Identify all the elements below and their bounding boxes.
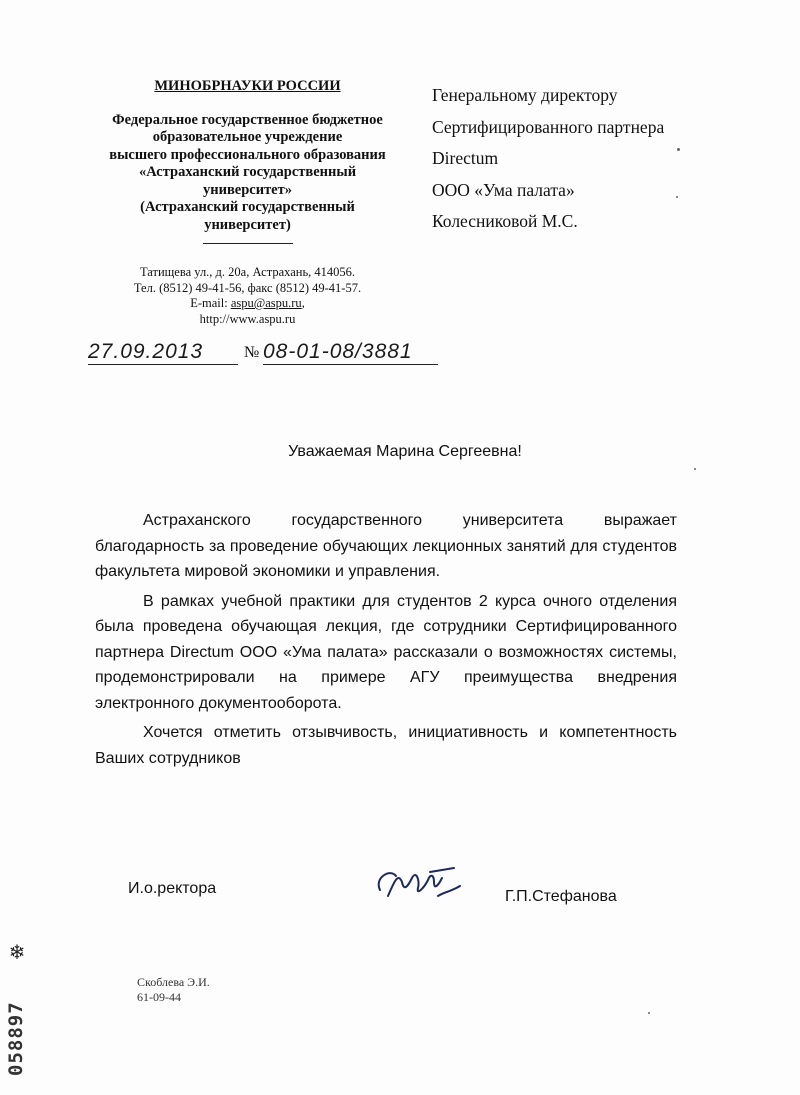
- address-email-line: [75, 296, 420, 312]
- reference-number: 08-01-08/3881: [263, 340, 438, 365]
- institution-line: образовательное учреждение: [152, 129, 343, 145]
- number-sign: №: [244, 344, 260, 361]
- signatory-title: И.о.ректора: [128, 880, 217, 897]
- body-paragraph: Хочется отметить отзывчивость, инициативность и компетентность Ваших сотрудников: [95, 724, 677, 767]
- side-stamp: [5, 940, 32, 1076]
- email-label: E-mail:: [190, 296, 231, 310]
- scan-speck: [677, 148, 680, 151]
- letter-body: [95, 508, 677, 771]
- executor-phone: 61-09-44: [137, 990, 181, 1004]
- email-link[interactable]: aspu@aspu.ru: [230, 296, 302, 310]
- institution-line: Федеральное государственное бюджетное: [112, 111, 383, 128]
- email-suffix: ,: [301, 296, 305, 310]
- executor-name: Скоблева Э.И.: [137, 975, 210, 989]
- institution-line: университет): [204, 216, 291, 233]
- scan-speck: [648, 1012, 650, 1014]
- addressee-block: [432, 80, 692, 238]
- address-street: Татищева ул., д. 20а, Астрахань, 414056.: [139, 265, 356, 279]
- scan-speck: [676, 196, 678, 198]
- salutation: [0, 443, 800, 461]
- body-paragraph: В рамках учебной практики для студентов 2 курса очного отделения была проведена обучающая лекция, где сотрудники Сертифицированного партнера Directum ООО «Ума палата» рассказали о возможностях системы, продемонстрировали на примере АГУ преимущества внедрения электронного документооборота.: [95, 592, 677, 712]
- institution-line: «Астраханский государственный: [138, 164, 357, 180]
- addressee-line: Колесниковой М.С.: [432, 211, 578, 231]
- body-paragraph: Астраханского государственного университета выражает благодарность за проведение обучающих лекционных занятий для студентов факультета мировой экономики и управления.: [95, 512, 677, 580]
- scan-speck: [694, 468, 696, 470]
- institution-line: (Астраханский государственный: [140, 199, 355, 215]
- signatory-name: Г.П.Стефанова: [505, 888, 617, 905]
- ministry-name: МИНОБРНАУКИ РОССИИ: [154, 78, 341, 94]
- letterhead-divider: [203, 243, 293, 244]
- addressee-line: Сертифицированного партнера: [432, 116, 665, 137]
- handwritten-signature: [368, 852, 468, 912]
- document-serial: 058897: [5, 1001, 27, 1076]
- website-link[interactable]: http://www.aspu.ru: [199, 311, 296, 326]
- letterhead: [75, 78, 420, 256]
- salutation-text: Уважаемая Марина Сергеевна!: [288, 443, 522, 460]
- reference-date: 27.09.2013: [88, 340, 238, 365]
- institution-line: высшего профессионального образования: [109, 146, 386, 163]
- address-phone-fax: Тел. (8512) 49-41-56, факс (8512) 49-41-57.: [133, 280, 362, 295]
- addressee-line: ООО «Ума палата»: [432, 179, 575, 200]
- institution-address: [75, 265, 420, 327]
- executor-info: [137, 975, 210, 1005]
- snowflake-icon: ❄: [8, 940, 26, 964]
- addressee-line: Directum: [432, 148, 499, 168]
- addressee-line: Генеральному директору: [432, 85, 618, 105]
- institution-line: университет»: [202, 181, 292, 198]
- reference-line: [88, 340, 448, 370]
